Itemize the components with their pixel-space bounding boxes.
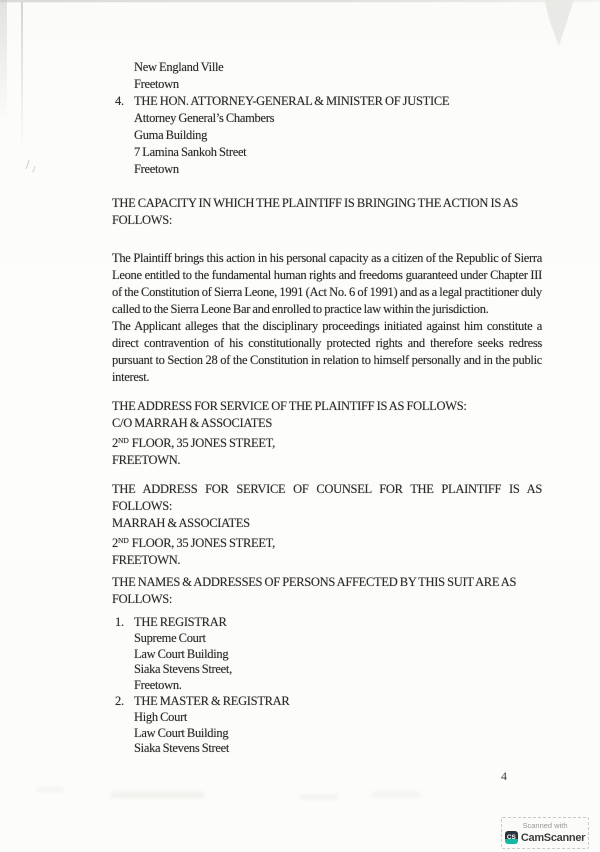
floor-street: FLOOR, 35 JONES STREET, [131, 536, 275, 550]
address-line: MARRAH & ASSOCIATES [112, 516, 250, 530]
scan-left-line-artifact [21, 2, 23, 152]
plaintiff-service-section [112, 398, 542, 469]
floor-ordinal: ND [117, 436, 129, 445]
address-line: Guma Building [134, 128, 208, 142]
address-line: Freetown. [134, 678, 182, 693]
page-number: 4 [501, 769, 507, 783]
counsel-service-section [112, 481, 542, 569]
address-line: High Court [134, 709, 188, 724]
heading-line: THE NAMES & ADDRESSES OF PERSONS AFFECTED BY THIS SUIT ARE AS [112, 575, 517, 589]
address-line: New England Ville [134, 60, 224, 74]
address-line: FREETOWN. [112, 453, 181, 467]
scan-fold-shadow [538, 0, 574, 46]
address-line: FREETOWN. [112, 553, 181, 567]
address-line: Freetown [134, 162, 179, 176]
scan-left-edge-shadow [0, 0, 7, 120]
heading-line: THE ADDRESS FOR SERVICE OF COUNSEL FOR THE PLAINTIFF IS AS [112, 482, 542, 496]
heading-line: FOLLOWS: [112, 499, 173, 513]
address-line: Law Court Building [134, 725, 229, 740]
address-line: Freetown [134, 77, 179, 91]
scan-smudge [36, 787, 64, 792]
scan-smudge [300, 795, 338, 799]
camscanner-caption: Scanned with [522, 821, 568, 830]
list-number: 2. [115, 693, 124, 708]
camscanner-badge [501, 817, 589, 849]
floor-number: 2 [112, 436, 118, 450]
camscanner-logo-text: CS [506, 834, 516, 841]
heading-line: THE ADDRESS FOR SERVICE OF THE PLAINTIFF IS AS FOLLOWS: [112, 399, 467, 413]
floor-street: FLOOR, 35 JONES STREET, [131, 436, 275, 450]
scan-smudge [110, 792, 205, 798]
list-number: 1. [115, 615, 124, 629]
affected-persons-heading [112, 574, 542, 608]
affected-title: THE REGISTRAR [134, 615, 227, 629]
capacity-paragraph-1: The Plaintiff brings this action in his personal capacity as a citizen of the Republic of Sierra Leone entitled to the fundamental human rights and freedoms guaranteed under Chapter III of the Constitution of Sierra Leone, 1991 (Act No. 6 of 1991) and as a legal practitioner duly called to the Sierra Leone Bar and enrolled to practice law within the jurisdiction. [112, 251, 542, 316]
address-line: Siaka Stevens Street [134, 741, 230, 756]
handwritten-mark [23, 158, 39, 182]
camscanner-brand-row [502, 831, 588, 844]
heading-line: THE CAPACITY IN WHICH THE PLAINTIFF IS BRINGING THE ACTION IS AS [112, 196, 518, 210]
document-content [112, 59, 542, 757]
list-item-affected-2 [112, 694, 542, 710]
capacity-heading [112, 195, 542, 229]
address-line: C/O MARRAH & ASSOCIATES [112, 416, 273, 430]
scan-smudge [372, 792, 420, 797]
address-line: Supreme Court [134, 630, 206, 645]
camscanner-logo-icon [505, 831, 518, 844]
list-item-respondent-4 [112, 93, 542, 110]
heading-line: FOLLOWS: [112, 592, 173, 606]
heading-line: FOLLOWS: [112, 213, 173, 227]
scan-top-edge-shadow [0, 0, 600, 2]
address-line: 7 Lamina Sankoh Street [134, 145, 247, 159]
list-number: 4. [115, 94, 124, 108]
floor-ordinal: ND [117, 536, 129, 545]
camscanner-brand: CamScanner [520, 831, 586, 844]
capacity-paragraph-2: The Applicant alleges that the disciplinary proceedings initiated against him constitute a direct contravention of his constitutionally protected rights and therefore seeks redress pursuant to Section 28 of the Constitution in relation to himself personally and in the public interest. [112, 319, 542, 384]
list-item-affected-1 [112, 615, 542, 631]
address-line: Attorney General’s Chambers [134, 111, 275, 125]
address-line-floor [112, 532, 542, 552]
respondent-block [112, 59, 542, 178]
address-line: Siaka Stevens Street, [134, 662, 232, 677]
affected-persons-list [112, 615, 542, 757]
address-line-floor [112, 432, 542, 452]
respondent-title: THE HON. ATTORNEY-GENERAL & MINISTER OF JUSTICE [134, 94, 450, 108]
affected-title: THE MASTER & REGISTRAR [134, 693, 290, 708]
floor-number: 2 [112, 536, 118, 550]
address-line: Law Court Building [134, 646, 229, 661]
